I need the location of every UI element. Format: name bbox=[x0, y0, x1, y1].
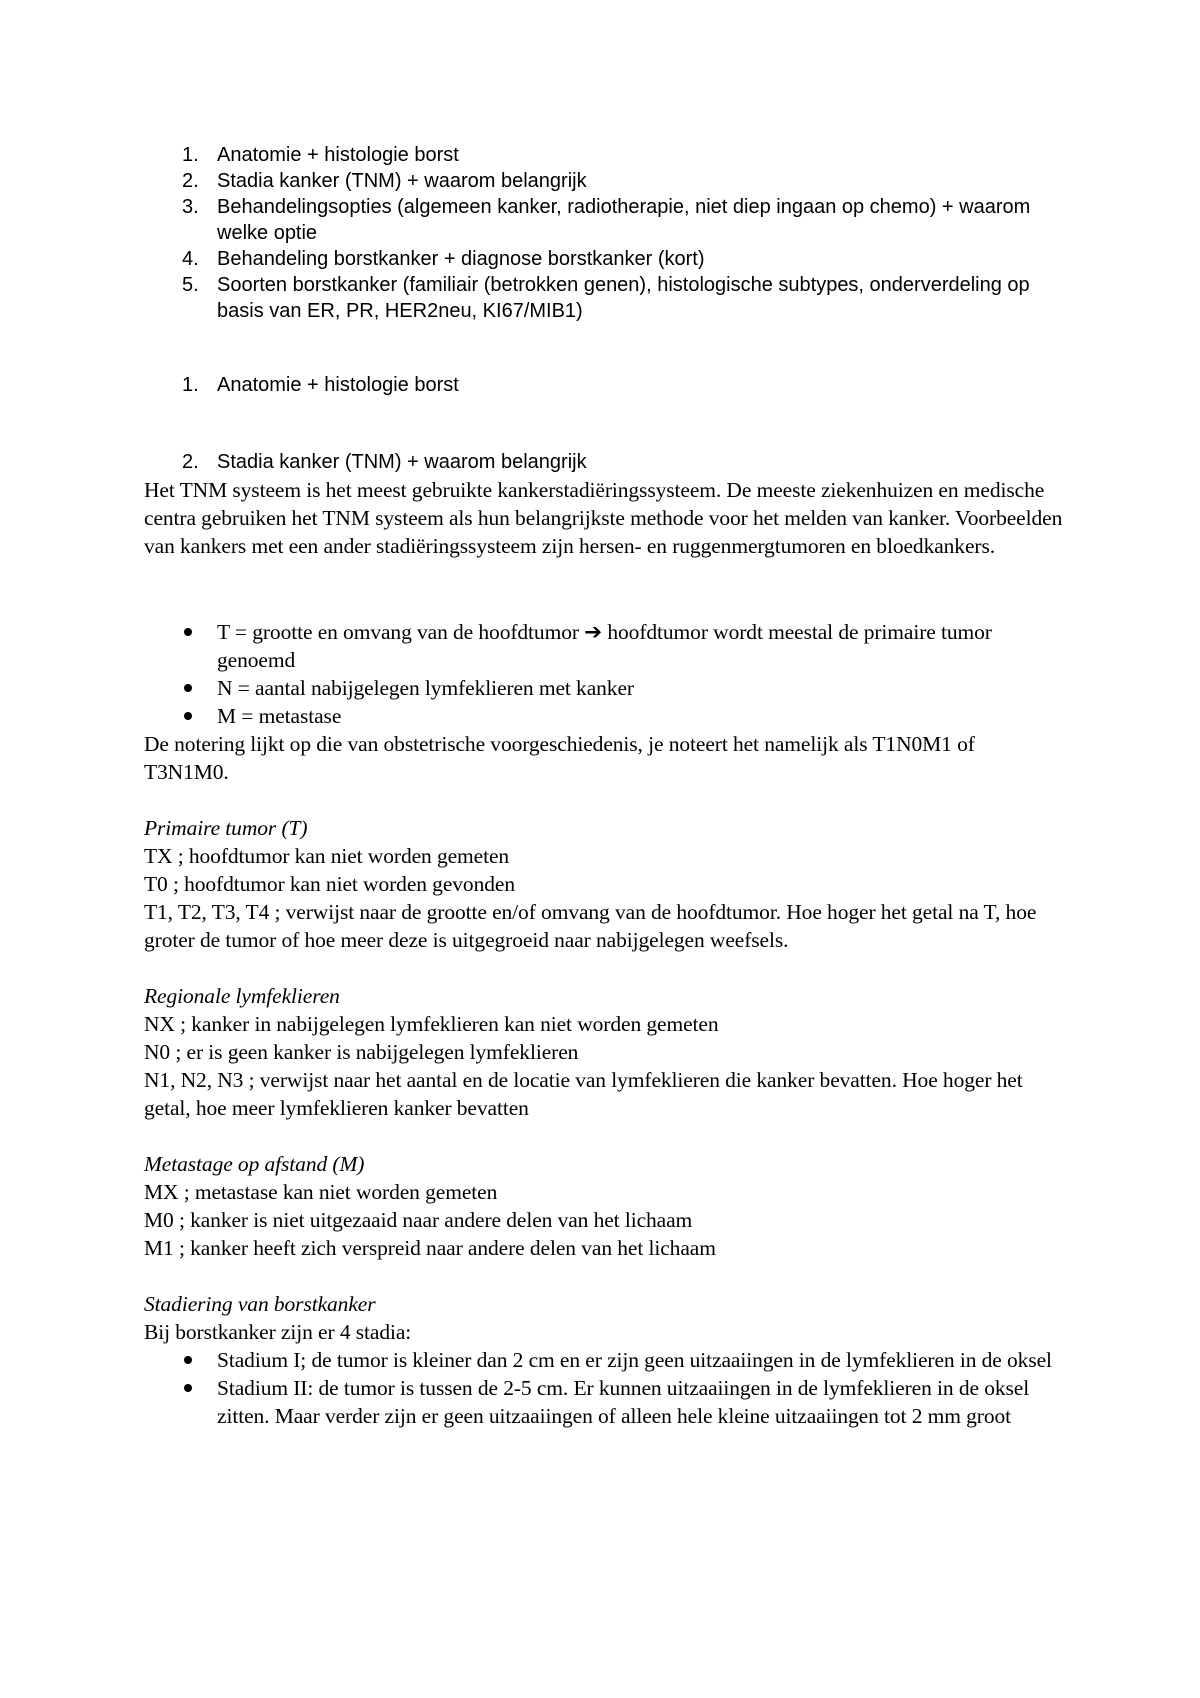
definition-line: N1, N2, N3 ; verwijst naar het aantal en de locatie van lymfeklieren die kanker bevatten. Hoe hoger het getal, hoe meer lymfeklieren kanker bevatten bbox=[144, 1068, 1023, 1120]
list-item bbox=[0, 1346, 1067, 1374]
toc-number: 2. bbox=[182, 170, 199, 192]
regional-nodes-section bbox=[0, 982, 1200, 1122]
toc-item bbox=[0, 272, 1057, 324]
toc-text: Soorten borstkanker (familiair (betrokken genen), histologische subtypes, onderverdeling op basis van ER, PR, HER2neu, KI67/MIB1) bbox=[217, 274, 1030, 322]
metastasis-section bbox=[0, 1150, 1200, 1262]
definition-line: M0 ; kanker is niet uitgezaaid naar andere delen van het lichaam bbox=[144, 1208, 693, 1232]
section-2-heading bbox=[0, 449, 1200, 475]
toc-text: Stadia kanker (TNM) + waarom belangrijk bbox=[217, 170, 587, 192]
toc-text: Behandeling borstkanker + diagnose borstkanker (kort) bbox=[217, 248, 705, 270]
subheading: Stadiering van borstkanker bbox=[144, 1292, 376, 1316]
section-number: 2. bbox=[182, 451, 199, 473]
subheading: Regionale lymfeklieren bbox=[144, 984, 340, 1008]
section-number: 1. bbox=[182, 374, 199, 396]
toc-item bbox=[0, 168, 1057, 194]
tnm-bullets bbox=[0, 618, 1200, 730]
toc-number: 5. bbox=[182, 274, 199, 296]
toc-number: 1. bbox=[182, 144, 199, 166]
list-item bbox=[0, 1374, 1067, 1430]
bullet-text: M = metastase bbox=[217, 704, 342, 728]
notation-text: De notering lijkt op die van obstetrische voorgeschiedenis, je noteert het namelijk als T1N0M1 of T3N1M0. bbox=[144, 732, 975, 784]
bullet-text: N = aantal nabijgelegen lymfeklieren met kanker bbox=[217, 676, 634, 700]
list-item bbox=[0, 618, 1067, 674]
definition-line: N0 ; er is geen kanker is nabijgelegen lymfeklieren bbox=[144, 1040, 579, 1064]
bullet-icon bbox=[184, 712, 192, 720]
definition-line: T1, T2, T3, T4 ; verwijst naar de grootte en/of omvang van de hoofdtumor. Hoe hoger het getal na T, hoe groter de tumor of hoe meer deze is uitgegroeid naar nabijgelegen weefsels. bbox=[144, 900, 1037, 952]
bullet-text: Stadium II: de tumor is tussen de 2-5 cm. Er kunnen uitzaaiingen in de lymfeklieren in de oksel zitten. Maar verder zijn er geen uitzaaiingen of alleen hele kleine uitzaaiingen tot 2 mm groot bbox=[217, 1376, 1030, 1428]
toc-item bbox=[0, 142, 1057, 168]
toc-text: Anatomie + histologie borst bbox=[217, 144, 459, 166]
bullet-text: T = grootte en omvang van de hoofdtumor ➔ hoofdtumor wordt meestal de primaire tumor genoemd bbox=[217, 620, 992, 672]
definition-line: MX ; metastase kan niet worden gemeten bbox=[144, 1180, 498, 1204]
section-1-heading bbox=[0, 372, 1200, 398]
definition-line: T0 ; hoofdtumor kan niet worden gevonden bbox=[144, 872, 515, 896]
definition-line: M1 ; kanker heeft zich verspreid naar andere delen van het lichaam bbox=[144, 1236, 716, 1260]
bullet-icon bbox=[184, 1356, 192, 1364]
toc-item bbox=[0, 246, 1057, 272]
subheading: Primaire tumor (T) bbox=[144, 816, 308, 840]
toc-list bbox=[0, 142, 1200, 324]
notation-paragraph bbox=[0, 730, 1200, 786]
toc-number: 3. bbox=[182, 196, 199, 218]
toc-text: Behandelingsopties (algemeen kanker, radiotherapie, niet diep ingaan op chemo) + waarom welke optie bbox=[217, 196, 1031, 244]
staging-intro: Bij borstkanker zijn er 4 stadia: bbox=[144, 1320, 412, 1344]
section-title: Stadia kanker (TNM) + waarom belangrijk bbox=[217, 451, 587, 473]
definition-line: TX ; hoofdtumor kan niet worden gemeten bbox=[144, 844, 510, 868]
staging-bullet-list bbox=[0, 1346, 1200, 1430]
tnm-bullet-list bbox=[0, 618, 1200, 730]
breast-staging-section bbox=[0, 1290, 1200, 1430]
subheading: Metastage op afstand (M) bbox=[144, 1152, 365, 1176]
toc-number: 4. bbox=[182, 248, 199, 270]
section-title: Anatomie + histologie borst bbox=[217, 374, 459, 396]
section-2-body bbox=[0, 476, 1200, 560]
bullet-icon bbox=[184, 684, 192, 692]
bullet-icon bbox=[184, 1384, 192, 1392]
toc-item bbox=[0, 194, 1057, 246]
list-item bbox=[0, 674, 1067, 702]
bullet-text: Stadium I; de tumor is kleiner dan 2 cm en er zijn geen uitzaaiingen in de lymfeklieren in de oksel bbox=[217, 1348, 1052, 1372]
tnm-intro-paragraph: Het TNM systeem is het meest gebruikte kankerstadiëringssysteem. De meeste ziekenhuizen en medische centra gebruiken het TNM systeem als hun belangrijkste methode voor het melden van kanker. Voorbeelden van kankers met een ander stadiëringssysteem zijn hersen- en ruggenmergtumoren en bloedkankers. bbox=[144, 478, 1063, 558]
bullet-icon bbox=[184, 628, 192, 636]
list-item bbox=[0, 702, 1067, 730]
primary-tumor-section bbox=[0, 814, 1200, 954]
definition-line: NX ; kanker in nabijgelegen lymfeklieren kan niet worden gemeten bbox=[144, 1012, 719, 1036]
